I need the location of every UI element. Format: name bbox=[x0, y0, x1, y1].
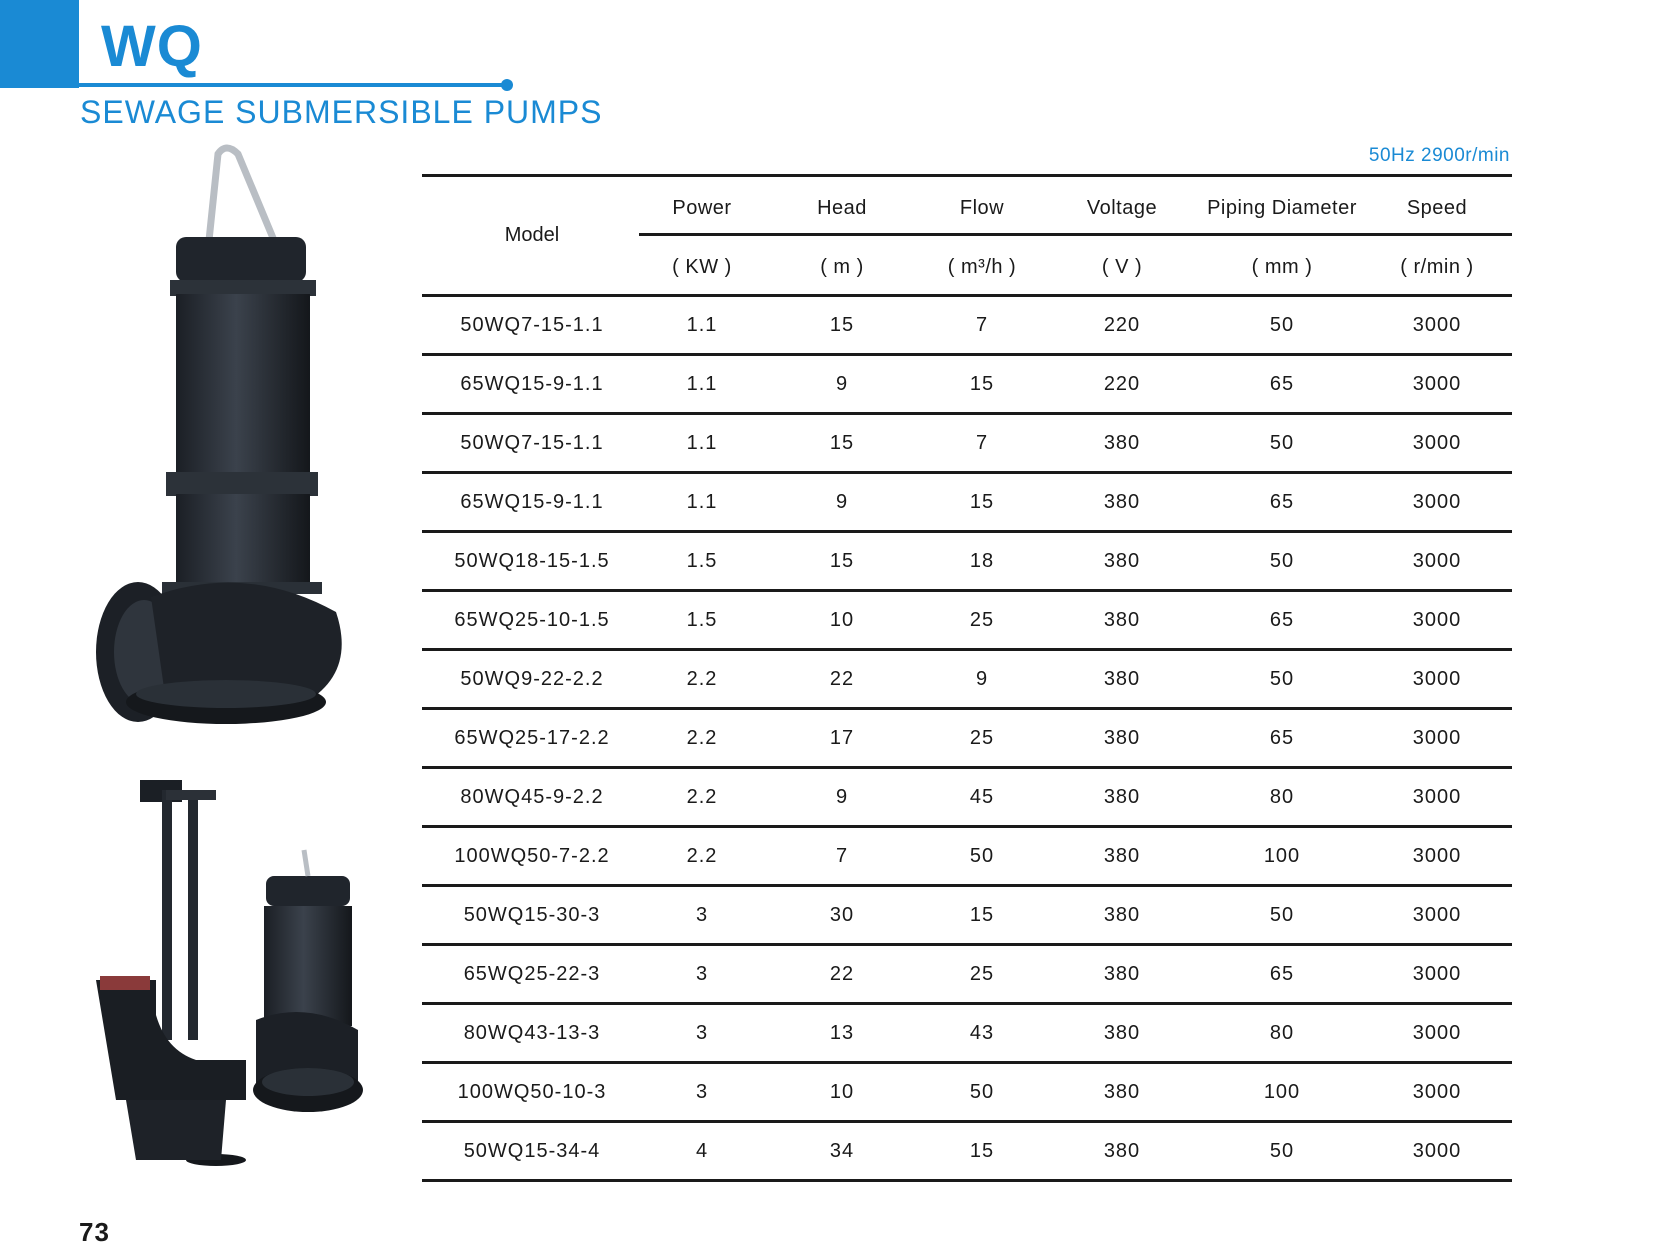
header-voltage: Voltage bbox=[1086, 197, 1158, 219]
brand-underline-dot bbox=[501, 79, 513, 91]
cell-head: 15 bbox=[829, 432, 855, 454]
cell-voltage: 380 bbox=[1103, 904, 1141, 926]
cell-head: 10 bbox=[829, 609, 855, 631]
cell-speed: 3000 bbox=[1412, 727, 1462, 749]
cell-head: 9 bbox=[835, 491, 849, 513]
cell-piping-diameter: 65 bbox=[1269, 373, 1295, 395]
cell-power: 3 bbox=[695, 1022, 709, 1044]
unit-speed: ( r/min ) bbox=[1400, 256, 1474, 278]
table-row bbox=[422, 946, 1512, 1005]
cell-model: 50WQ7-15-1.1 bbox=[460, 314, 604, 336]
header-model: Model bbox=[504, 224, 560, 246]
table-row bbox=[422, 710, 1512, 769]
cell-power: 2.2 bbox=[686, 845, 718, 867]
cell-piping-diameter: 80 bbox=[1269, 786, 1295, 808]
cell-flow: 15 bbox=[969, 904, 995, 926]
cell-speed: 3000 bbox=[1412, 786, 1462, 808]
table-body bbox=[422, 297, 1512, 1182]
table-row bbox=[422, 474, 1512, 533]
cell-power: 1.5 bbox=[686, 609, 718, 631]
cell-power: 3 bbox=[695, 963, 709, 985]
header-speed: Speed bbox=[1406, 197, 1468, 219]
page-number: 73 bbox=[79, 1217, 110, 1247]
unit-voltage: ( V ) bbox=[1101, 256, 1143, 278]
cell-power: 2.2 bbox=[686, 786, 718, 808]
table-row bbox=[422, 651, 1512, 710]
cell-speed: 3000 bbox=[1412, 1140, 1462, 1162]
cell-model: 50WQ15-30-3 bbox=[463, 904, 601, 926]
cell-flow: 9 bbox=[975, 668, 989, 690]
cell-head: 15 bbox=[829, 550, 855, 572]
cell-speed: 3000 bbox=[1412, 373, 1462, 395]
cell-piping-diameter: 65 bbox=[1269, 727, 1295, 749]
cell-model: 50WQ9-22-2.2 bbox=[460, 668, 604, 690]
frequency-note: 50Hz 2900r/min bbox=[1368, 145, 1510, 166]
cell-voltage: 380 bbox=[1103, 1081, 1141, 1103]
table-row bbox=[422, 356, 1512, 415]
cell-voltage: 380 bbox=[1103, 1140, 1141, 1162]
cell-head: 13 bbox=[829, 1022, 855, 1044]
header-power: Power bbox=[672, 197, 732, 219]
cell-flow: 45 bbox=[969, 786, 995, 808]
cell-voltage: 380 bbox=[1103, 845, 1141, 867]
cell-power: 1.1 bbox=[686, 373, 718, 395]
cell-voltage: 380 bbox=[1103, 786, 1141, 808]
cell-model: 80WQ43-13-3 bbox=[463, 1022, 601, 1044]
table-row bbox=[422, 297, 1512, 356]
cell-speed: 3000 bbox=[1412, 1022, 1462, 1044]
cell-voltage: 380 bbox=[1103, 668, 1141, 690]
table-row bbox=[422, 769, 1512, 828]
cell-voltage: 380 bbox=[1103, 491, 1141, 513]
cell-power: 3 bbox=[695, 1081, 709, 1103]
cell-flow: 15 bbox=[969, 491, 995, 513]
cell-power: 1.1 bbox=[686, 432, 718, 454]
page-subtitle: SEWAGE SUBMERSIBLE PUMPS bbox=[80, 94, 603, 130]
corner-accent-block bbox=[0, 0, 79, 88]
table-row bbox=[422, 592, 1512, 651]
cell-piping-diameter: 100 bbox=[1263, 1081, 1301, 1103]
cell-voltage: 220 bbox=[1103, 373, 1141, 395]
cell-model: 100WQ50-7-2.2 bbox=[454, 845, 610, 867]
cell-head: 22 bbox=[829, 963, 855, 985]
cell-flow: 50 bbox=[969, 1081, 995, 1103]
cell-piping-diameter: 65 bbox=[1269, 609, 1295, 631]
cell-model: 50WQ7-15-1.1 bbox=[460, 432, 604, 454]
auto-coupling-pump-image bbox=[96, 780, 396, 1180]
cell-flow: 18 bbox=[969, 550, 995, 572]
cell-speed: 3000 bbox=[1412, 550, 1462, 572]
cell-voltage: 380 bbox=[1103, 432, 1141, 454]
brand-underline bbox=[79, 83, 507, 87]
cell-speed: 3000 bbox=[1412, 963, 1462, 985]
header-flow: Flow bbox=[959, 197, 1005, 219]
cell-model: 65WQ25-17-2.2 bbox=[454, 727, 610, 749]
brand-title: WQ bbox=[101, 14, 203, 79]
cell-voltage: 380 bbox=[1103, 609, 1141, 631]
header-piping-diameter: Piping Diameter bbox=[1207, 197, 1357, 219]
cell-flow: 25 bbox=[969, 727, 995, 749]
header-head: Head bbox=[817, 197, 867, 219]
table-row bbox=[422, 1123, 1512, 1182]
cell-head: 30 bbox=[829, 904, 855, 926]
table-row bbox=[422, 415, 1512, 474]
cell-speed: 3000 bbox=[1412, 314, 1462, 336]
unit-piping-diameter: ( mm ) bbox=[1251, 256, 1313, 278]
cell-model: 50WQ18-15-1.5 bbox=[454, 550, 610, 572]
cell-head: 10 bbox=[829, 1081, 855, 1103]
cell-head: 34 bbox=[829, 1140, 855, 1162]
cell-speed: 3000 bbox=[1412, 491, 1462, 513]
cell-voltage: 380 bbox=[1103, 963, 1141, 985]
cell-speed: 3000 bbox=[1412, 845, 1462, 867]
cell-flow: 43 bbox=[969, 1022, 995, 1044]
cell-model: 65WQ15-9-1.1 bbox=[460, 373, 604, 395]
cell-power: 4 bbox=[695, 1140, 709, 1162]
cell-flow: 25 bbox=[969, 609, 995, 631]
cell-model: 50WQ15-34-4 bbox=[463, 1140, 601, 1162]
cell-flow: 7 bbox=[975, 314, 989, 336]
cell-model: 100WQ50-10-3 bbox=[457, 1081, 607, 1103]
cell-piping-diameter: 80 bbox=[1269, 1022, 1295, 1044]
cell-speed: 3000 bbox=[1412, 609, 1462, 631]
cell-power: 1.5 bbox=[686, 550, 718, 572]
cell-speed: 3000 bbox=[1412, 904, 1462, 926]
sewage-pump-image bbox=[96, 142, 366, 732]
table-row bbox=[422, 1005, 1512, 1064]
unit-flow: ( m³/h ) bbox=[947, 256, 1017, 278]
cell-flow: 25 bbox=[969, 963, 995, 985]
cell-flow: 15 bbox=[969, 373, 995, 395]
unit-head: ( m ) bbox=[820, 256, 864, 278]
cell-head: 22 bbox=[829, 668, 855, 690]
cell-piping-diameter: 50 bbox=[1269, 904, 1295, 926]
cell-model: 65WQ25-22-3 bbox=[463, 963, 601, 985]
cell-speed: 3000 bbox=[1412, 1081, 1462, 1103]
table-row bbox=[422, 887, 1512, 946]
cell-piping-diameter: 50 bbox=[1269, 314, 1295, 336]
cell-voltage: 380 bbox=[1103, 1022, 1141, 1044]
cell-head: 9 bbox=[835, 786, 849, 808]
cell-voltage: 220 bbox=[1103, 314, 1141, 336]
cell-power: 2.2 bbox=[686, 727, 718, 749]
pump-spec-table bbox=[422, 174, 1512, 1182]
cell-speed: 3000 bbox=[1412, 432, 1462, 454]
cell-power: 3 bbox=[695, 904, 709, 926]
cell-speed: 3000 bbox=[1412, 668, 1462, 690]
cell-power: 2.2 bbox=[686, 668, 718, 690]
table-row bbox=[422, 1064, 1512, 1123]
header-mid-rule bbox=[639, 233, 1512, 236]
cell-piping-diameter: 100 bbox=[1263, 845, 1301, 867]
cell-power: 1.1 bbox=[686, 491, 718, 513]
cell-head: 17 bbox=[829, 727, 855, 749]
cell-model: 80WQ45-9-2.2 bbox=[460, 786, 604, 808]
cell-head: 7 bbox=[835, 845, 849, 867]
cell-power: 1.1 bbox=[686, 314, 718, 336]
table-row bbox=[422, 533, 1512, 592]
cell-piping-diameter: 50 bbox=[1269, 1140, 1295, 1162]
cell-piping-diameter: 65 bbox=[1269, 491, 1295, 513]
table-row bbox=[422, 828, 1512, 887]
cell-piping-diameter: 50 bbox=[1269, 668, 1295, 690]
cell-voltage: 380 bbox=[1103, 727, 1141, 749]
cell-piping-diameter: 50 bbox=[1269, 550, 1295, 572]
cell-piping-diameter: 50 bbox=[1269, 432, 1295, 454]
table-header bbox=[422, 177, 1512, 294]
cell-head: 9 bbox=[835, 373, 849, 395]
cell-flow: 50 bbox=[969, 845, 995, 867]
cell-flow: 7 bbox=[975, 432, 989, 454]
cell-model: 65WQ25-10-1.5 bbox=[454, 609, 610, 631]
cell-head: 15 bbox=[829, 314, 855, 336]
cell-model: 65WQ15-9-1.1 bbox=[460, 491, 604, 513]
cell-flow: 15 bbox=[969, 1140, 995, 1162]
unit-power: ( KW ) bbox=[672, 256, 732, 278]
cell-piping-diameter: 65 bbox=[1269, 963, 1295, 985]
cell-voltage: 380 bbox=[1103, 550, 1141, 572]
